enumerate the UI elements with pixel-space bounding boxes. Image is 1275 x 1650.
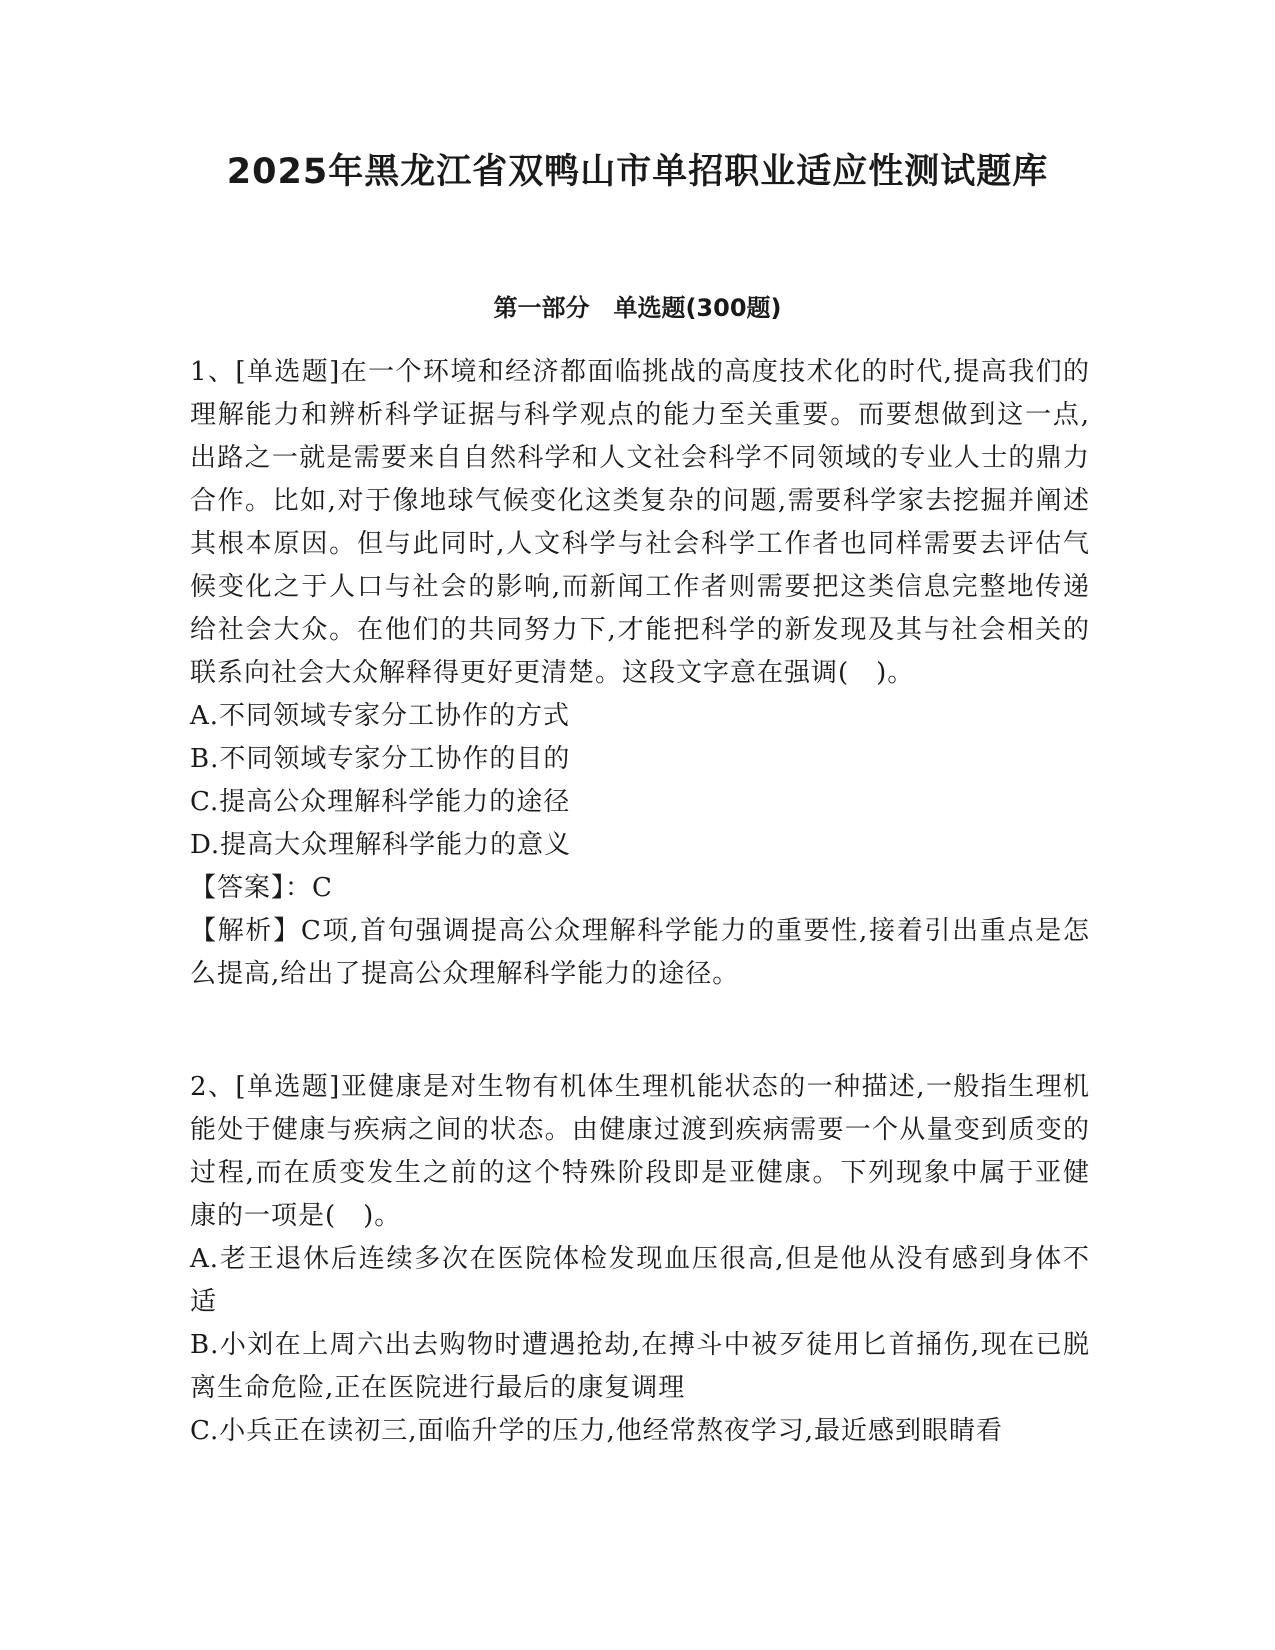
option-d: D.提高大众理解科学能力的意义 (190, 830, 572, 860)
analysis-paragraph: 【解析】C项,首句强调提高公众理解科学能力的重要性,接着引出重点是怎么提高,给出了提高公众理解科学能力的途径。 (190, 916, 1090, 989)
option-a: A.老王退休后连续多次在医院体检发现血压很高,但是他从没有感到身体不适 (190, 1244, 1090, 1317)
option-a: A.不同领域专家分工协作的方式 (190, 701, 571, 731)
question-stem: 2、[单选题]亚健康是对生物有机体生理机能状态的一种描述,一般指生理机能处于健康与疾病之间的状态。由健康过渡到疾病需要一个从量变到质变的过程,而在质变发生之前的这个特殊阶段即是亚健康。下列现象中属于亚健康的一项是( )。 (190, 1072, 1090, 1231)
document-title: 2025年黑龙江省双鸭山市单招职业适应性测试题库 (226, 152, 1049, 192)
option-c: C.小兵正在读初三,面临升学的压力,他经常熬夜学习,最近感到眼睛看 (190, 1416, 1004, 1446)
option-b: B.不同领域专家分工协作的目的 (190, 744, 571, 774)
question-block-1 (190, 351, 1090, 996)
option-c: C.提高公众理解科学能力的途径 (190, 787, 571, 817)
answer-line: 【答案】：C (190, 873, 333, 903)
option-b: B.小刘在上周六出去购物时遭遇抢劫,在搏斗中被歹徒用匕首捅伤,现在已脱离生命危险,正在医院进行最后的康复调理 (190, 1330, 1090, 1403)
section-heading: 第一部分 单选题(300题) (493, 294, 782, 322)
question-block-2 (190, 1066, 1090, 1453)
question-stem: 1、[单选题]在一个环境和经济都面临挑战的高度技术化的时代,提高我们的理解能力和辨析科学证据与科学观点的能力至关重要。而要想做到这一点,出路之一就是需要来自自然科学和人文社会科学不同领域的专业人士的鼎力合作。比如,对于像地球气候变化这类复杂的问题,需要科学家去挖掘并阐述其根本原因。但与此同时,人文科学与社会科学工作者也同样需要去评估气候变化之于人口与社会的影响,而新闻工作者则需要把这类信息完整地传递给社会大众。在他们的共同努力下,才能把科学的新发现及其与社会相关的联系向社会大众解释得更好更清楚。这段文字意在强调( )。 (190, 357, 1090, 688)
